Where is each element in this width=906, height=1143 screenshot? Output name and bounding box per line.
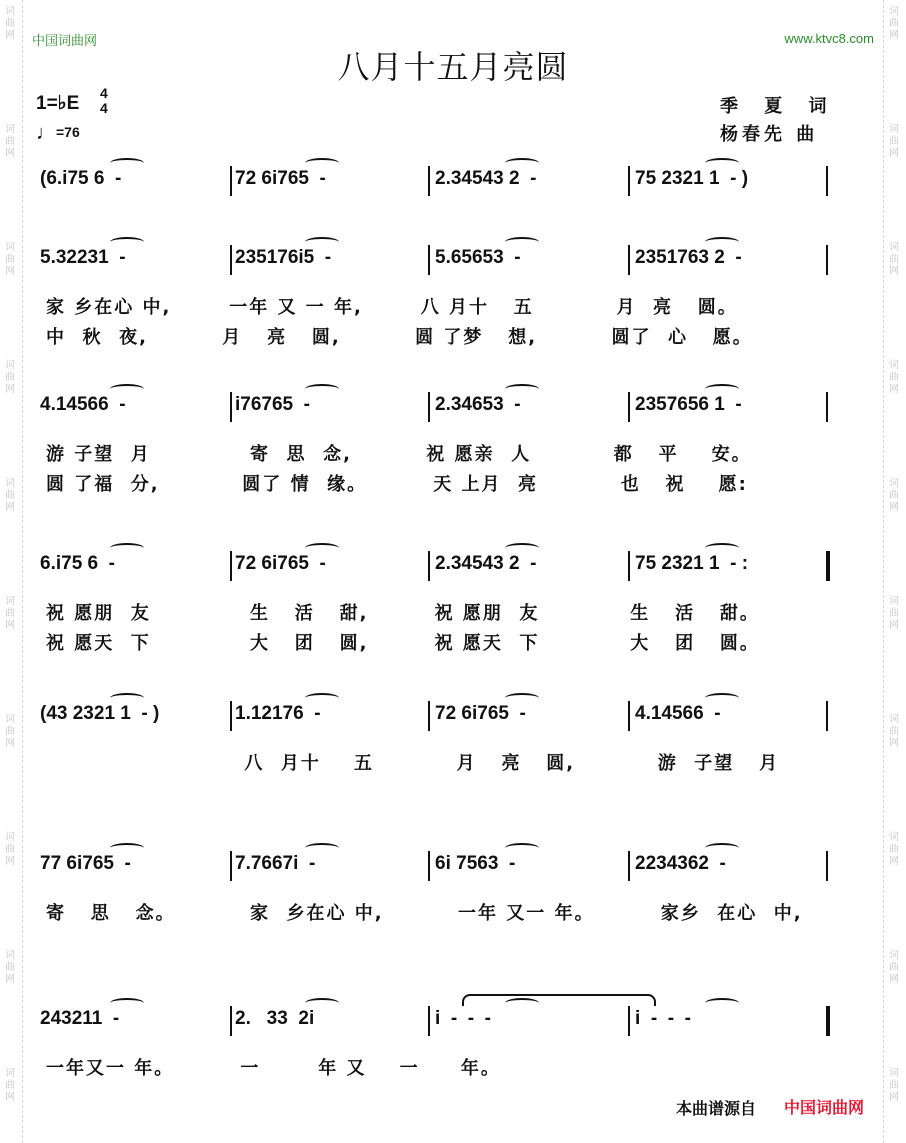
slur-arc (705, 693, 739, 703)
barline (230, 551, 232, 581)
score-line (30, 1002, 860, 1079)
slur-arc (110, 158, 144, 168)
measure: 2.34653 - (435, 394, 521, 415)
slur-arc (110, 543, 144, 553)
lyric-line: 祝 愿天 下 大 团 圆, 祝 愿天 下 大 团 圆。 (46, 633, 760, 654)
slur-arc (305, 158, 339, 168)
slur-arc (305, 843, 339, 853)
measure: 5.65653 - (435, 247, 521, 268)
measure: i76765 - (235, 394, 310, 415)
watermark-text: 词曲网 (5, 360, 15, 395)
slur-arc (110, 998, 144, 1008)
measure: 75 2321 1 - : (635, 553, 749, 574)
slur-arc (110, 384, 144, 394)
barline (230, 392, 232, 422)
slur-arc (305, 384, 339, 394)
barline (826, 1006, 830, 1036)
footer-source-site[interactable]: 中国词曲网 (784, 1098, 865, 1117)
slur-arc (505, 158, 539, 168)
slur-arc (705, 158, 739, 168)
barline (230, 1006, 232, 1036)
watermark-text: 词曲网 (5, 714, 15, 749)
score-line (30, 241, 860, 348)
barline (230, 245, 232, 275)
slur-arc (110, 693, 144, 703)
site-url-right[interactable]: www.ktvc8.com (784, 31, 874, 46)
barline (628, 392, 630, 422)
watermark-text: 词曲网 (5, 596, 15, 631)
score-line (30, 697, 860, 774)
lyricist-credit: 季 夏 词 (720, 96, 837, 117)
barline (428, 166, 430, 196)
measure: 2234362 - (635, 853, 726, 874)
slur-arc (705, 843, 739, 853)
barline (826, 701, 828, 731)
lyric-line: 祝 愿朋 友 生 活 甜, 祝 愿朋 友 生 活 甜。 (46, 603, 760, 624)
slur-arc (705, 543, 739, 553)
slur-arc (705, 384, 739, 394)
measure: i - - - (635, 1008, 691, 1029)
measure: 6.i75 6 - (40, 553, 115, 574)
measure: 75 2321 1 - ) (635, 168, 749, 189)
measure: 1.12176 - (235, 703, 321, 724)
watermark-text: 词曲网 (889, 596, 899, 631)
measure: i - - - (435, 1008, 491, 1029)
watermark-text: 词曲网 (5, 242, 15, 277)
barline (628, 245, 630, 275)
tie-arc (462, 994, 656, 1006)
barline (428, 551, 430, 581)
barline (428, 1006, 430, 1036)
barline (628, 851, 630, 881)
right-watermark-strip (883, 0, 906, 1143)
barline (230, 701, 232, 731)
barline (428, 701, 430, 731)
watermark-text: 词曲网 (5, 124, 15, 159)
site-name-left[interactable]: 中国词曲网 (32, 34, 98, 49)
slur-arc (505, 843, 539, 853)
lyric-line: 一年又一 年。 一 年 又 一 年。 (46, 1058, 501, 1079)
slur-arc (505, 693, 539, 703)
measure: 5.32231 - (40, 247, 126, 268)
lyric-line: 寄 思 念。 家 乡在心 中, 一年 又一 年。 家乡 在心 中, (46, 903, 803, 924)
measure: 72 6i765 - (435, 703, 526, 724)
measure: 2357656 1 - (635, 394, 742, 415)
slur-arc (705, 237, 739, 247)
score-line (30, 547, 860, 654)
watermark-text: 词曲网 (5, 1068, 15, 1103)
measure: 243211 - (40, 1008, 120, 1029)
composer-credit: 杨春先 曲 (720, 124, 819, 145)
barline (826, 245, 828, 275)
measure: 72 6i765 - (235, 553, 326, 574)
slur-arc (305, 998, 339, 1008)
measure: 7.7667i - (235, 853, 316, 874)
measure: 4.14566 - (40, 394, 126, 415)
barline (428, 245, 430, 275)
tempo-mark (36, 122, 80, 145)
left-watermark-strip (0, 0, 23, 1143)
time-signature (100, 86, 108, 116)
barline (628, 551, 630, 581)
barline (826, 851, 828, 881)
lyric-line: 八 月十 五 月 亮 圆, 游 子望 月 (46, 753, 780, 774)
barline (428, 392, 430, 422)
footer-source-label: 本曲谱源自 (676, 1099, 757, 1118)
watermark-text: 词曲网 (889, 124, 899, 159)
slur-arc (505, 237, 539, 247)
score-line (30, 162, 860, 196)
barline (230, 166, 232, 196)
watermark-text: 词曲网 (889, 6, 899, 41)
watermark-text: 词曲网 (5, 478, 15, 513)
measure: 77 6i765 - (40, 853, 131, 874)
measure: 2.34543 2 - (435, 553, 537, 574)
watermark-text: 词曲网 (5, 832, 15, 867)
barline (230, 851, 232, 881)
score-line (30, 847, 860, 924)
measure: 2351763 2 - (635, 247, 742, 268)
measure: 2. 33 2i (235, 1008, 315, 1029)
measure: 6i 7563 - (435, 853, 516, 874)
barline (428, 851, 430, 881)
slur-arc (305, 543, 339, 553)
score-line (30, 388, 860, 495)
watermark-text: 词曲网 (5, 950, 15, 985)
barline (628, 1006, 630, 1036)
watermark-text: 词曲网 (889, 242, 899, 277)
slur-arc (110, 237, 144, 247)
watermark-text: 词曲网 (889, 478, 899, 513)
measure: 72 6i765 - (235, 168, 326, 189)
slur-arc (505, 543, 539, 553)
barline (826, 551, 830, 581)
watermark-text: 词曲网 (889, 832, 899, 867)
measure: 235176i5 - (235, 247, 332, 268)
measure: 2.34543 2 - (435, 168, 537, 189)
slur-arc (110, 843, 144, 853)
lyric-line: 中 秋 夜, 月 亮 圆, 圆 了梦 想, 圆了 心 愿。 (46, 327, 753, 348)
measure: (6.i75 6 - (40, 168, 122, 189)
barline (826, 392, 828, 422)
measure: (43 2321 1 - ) (40, 703, 160, 724)
barline (628, 166, 630, 196)
tempo-value: =76 (56, 124, 80, 140)
lyric-line: 圆 了福 分, 圆了 情 缘。 天 上月 亮 也 祝 愿: (46, 474, 748, 495)
watermark-text: 词曲网 (889, 360, 899, 395)
quarter-note-icon: ♩ (36, 122, 56, 144)
watermark-text: 词曲网 (889, 1068, 899, 1103)
watermark-text: 词曲网 (889, 714, 899, 749)
slur-arc (305, 693, 339, 703)
time-signature-bottom: 4 (100, 100, 108, 116)
slur-arc (705, 998, 739, 1008)
watermark-text: 词曲网 (5, 6, 15, 41)
song-title: 八月十五月亮圆 (337, 48, 569, 86)
measure: 4.14566 - (635, 703, 721, 724)
slur-arc (305, 237, 339, 247)
time-signature-top: 4 (100, 85, 108, 101)
barline (826, 166, 828, 196)
watermark-text: 词曲网 (889, 950, 899, 985)
key-signature: 1=♭E (36, 93, 80, 114)
lyric-line: 游 子望 月 寄 思 念, 祝 愿亲 人 都 平 安。 (46, 444, 752, 465)
lyric-line: 家 乡在心 中, 一年 又 一 年, 八 月十 五 月 亮 圆。 (46, 297, 738, 318)
slur-arc (505, 384, 539, 394)
barline (628, 701, 630, 731)
